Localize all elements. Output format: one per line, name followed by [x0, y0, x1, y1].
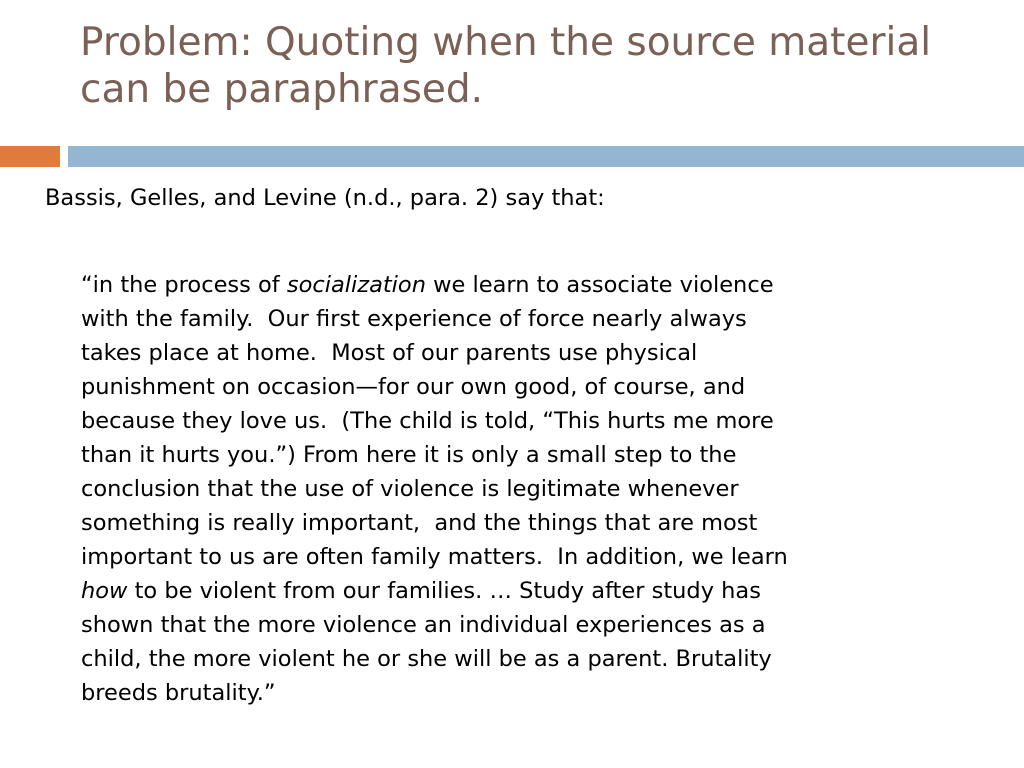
quote-text: to be violent from our families. … Study after study has [127, 578, 761, 604]
quote-text: we learn to associate violence [425, 272, 774, 298]
quote-line [81, 268, 981, 302]
title-underline-bar [68, 146, 1024, 167]
quote-line [81, 404, 981, 438]
quote-text: with the family. Our first experience of force nearly always [81, 306, 747, 332]
quote-line [81, 676, 981, 710]
quote-text: because they love us. (The child is told, “This hurts me more [81, 408, 774, 434]
quote-text: breeds brutality.” [81, 680, 276, 706]
quote-text: important to us are often family matters. In addition, we learn [81, 544, 788, 570]
quote-text: child, the more violent he or she will be as a parent. Brutality [81, 646, 772, 672]
title-underline-accent [0, 146, 60, 167]
quote-emphasis: how [81, 578, 128, 604]
quote-emphasis: socialization [286, 272, 426, 298]
quote-line [81, 540, 981, 574]
quote-line [81, 472, 981, 506]
quote-line [81, 608, 981, 642]
intro-sentence: Bassis, Gelles, and Levine (n.d., para. 2) say that: [45, 185, 605, 211]
quote-text: something is really important, and the things that are most [81, 510, 758, 536]
quote-line [81, 642, 981, 676]
quote-line [81, 574, 981, 608]
quote-text: shown that the more violence an individual experiences as a [81, 612, 766, 638]
quote-text: takes place at home. Most of our parents use physical [81, 340, 698, 366]
quote-line [81, 302, 981, 336]
quote-text: than it hurts you.”) From here it is only a small step to the [81, 442, 737, 468]
quote-text: conclusion that the use of violence is legitimate whenever [81, 476, 739, 502]
quote-line [81, 336, 981, 370]
quote-text: punishment on occasion—for our own good, of course, and [81, 374, 746, 400]
quote-text: “in the process of [81, 272, 287, 298]
block-quote [81, 268, 981, 710]
slide-title: Problem: Quoting when the source material can be paraphrased. [80, 20, 932, 112]
quote-line [81, 370, 981, 404]
quote-line [81, 438, 981, 472]
quote-line [81, 506, 981, 540]
